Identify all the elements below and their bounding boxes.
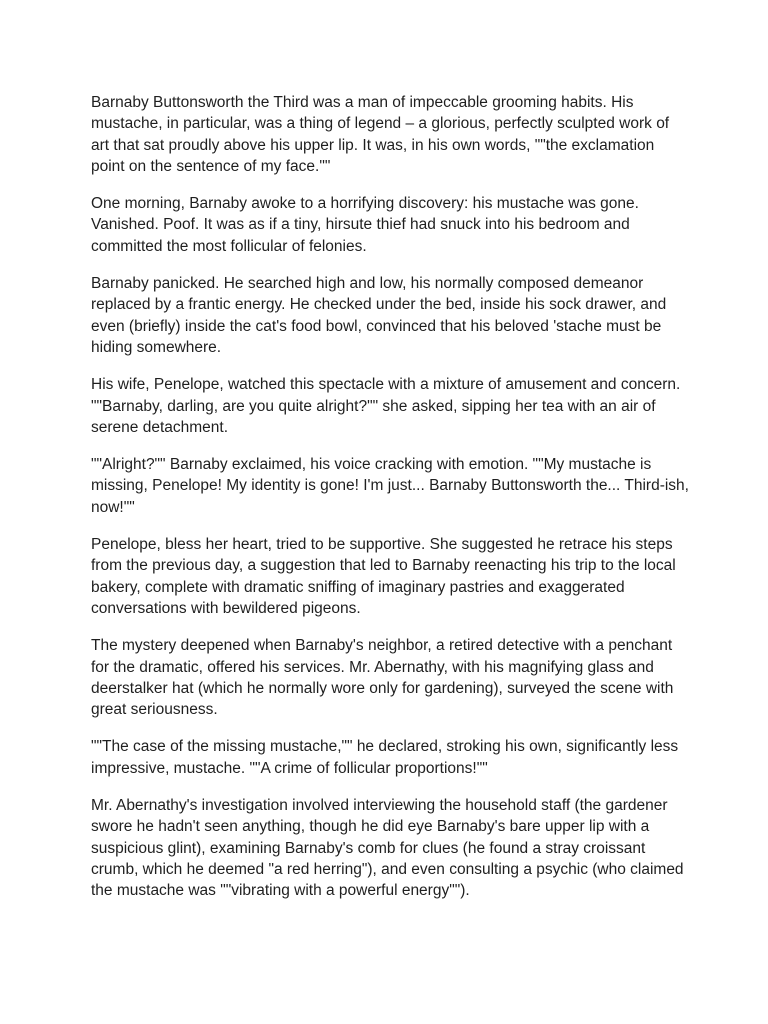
paragraph: Barnaby Buttonsworth the Third was a man of impeccable grooming habits. His mustache, in particular, was a thing of legend – a glorious, perfectly sculpted work of art that sat proudly above his upper lip. It was, in his own words, ""the exclamation point on the sentence of my face."" [91,94,670,175]
paragraph: The mystery deepened when Barnaby's neighbor, a retired detective with a penchant for the dramatic, offered his services. Mr. Abernathy, with his magnifying glass and deerstalker hat (which he normally wore only for gardening), surveyed the scene with great seriousness. [91,637,674,719]
paragraph: One morning, Barnaby awoke to a horrifying discovery: his mustache was gone. Vanished. Poof. It was as if a tiny, hirsute thief had snuck into his bedroom and committed the most follicular of felonies. [91,195,639,255]
paragraph: Barnaby panicked. He searched high and low, his normally composed demeanor replaced by a frantic energy. He checked under the bed, inside his sock drawer, and even (briefly) inside the cat's food bowl, convinced that his beloved 'stache must be hiding somewhere. [91,275,667,356]
paragraph: ""The case of the missing mustache,"" he declared, stroking his own, significantly less impressive, mustache. ""A crime of follicular proportions!"" [91,738,679,777]
paragraph: Mr. Abernathy's investigation involved interviewing the household staff (the gardener swore he hadn't seen anything, though he did eye Barnaby's bare upper lip with a suspicious glint), examining Barnaby's comb for clues (he found a stray croissant crumb, which he deemed "a red herring"), and even consulting a psychic (who claimed the mustache was ""vibrating with a powerful energy""). [91,797,684,900]
paragraph: Penelope, bless her heart, tried to be supportive. She suggested he retrace his steps from the previous day, a suggestion that led to Barnaby reenacting his trip to the local bakery, complete with dramatic sniffing of imaginary pastries and exaggerated conversations with bewildered pigeons. [91,536,676,617]
paragraph: ""Alright?"" Barnaby exclaimed, his voice cracking with emotion. ""My mustache is missing, Penelope! My identity is gone! I'm just... Barnaby Buttonsworth the... Third-ish, now!"" [91,456,689,516]
story-text [91,92,691,918]
paragraph: His wife, Penelope, watched this spectacle with a mixture of amusement and concern. ""Barnaby, darling, are you quite alright?"" she asked, sipping her tea with an air of serene detachment. [91,376,681,436]
